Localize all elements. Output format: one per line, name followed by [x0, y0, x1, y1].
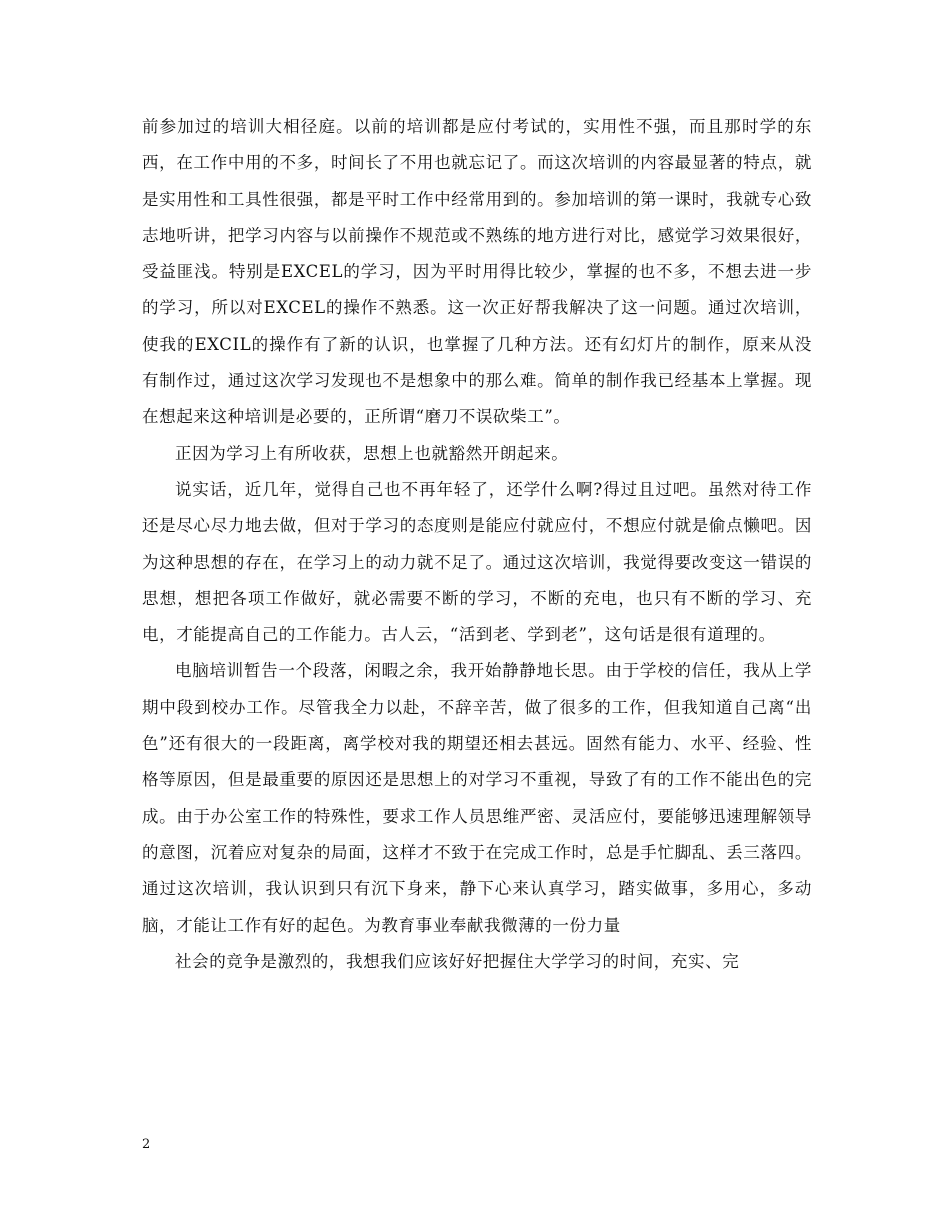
paragraph: 社会的竞争是激烈的，我想我们应该好好把握住大学学习的时间，充实、完	[175, 951, 740, 971]
paragraph: 正因为学习上有所收获，思想上也就豁然开朗起来。	[175, 443, 569, 463]
paragraph: 电脑培训暂告一个段落，闲暇之余，我开始静静地长思。由于学校的信任，我从上学期中段到校办工作。尽管我全力以赴，不辞辛苦，做了很多的工作，但我知道自己离“出色”还有很大的一段距离，离学校对我的期望还相去甚远。固然有能力、水平、经验、性格等原因，但是最重要的原因还是思想上的对学习不重视，导致了有的工作不能出色的完成。由于办公室工作的特殊性，要求工作人员思维严密、灵活应付，要能够迅速理解领导的意图，沉着应对复杂的局面，这样才不致于在完成工作时，总是手忙脚乱、丢三落四。通过这次培训，我认识到只有沉下身来，静下心来认真学习，踏实做事，多用心，多动脑，才能让工作有好的起色。为教育事业奉献我微薄的一份力量	[142, 661, 812, 935]
paragraph: 说实话，近几年，觉得自己也不再年轻了，还学什么啊?得过且过吧。虽然对待工作还是尽心尽力地去做，但对于学习的态度则是能应付就应付，不想应付就是偷点懒吧。因为这种思想的存在，在学习上的动力就不足了。通过这次培训，我觉得要改变这一错误的思想，想把各项工作做好，就必需要不断的学习，不断的充电，也只有不断的学习、充电，才能提高自己的工作能力。古人云，“活到老、学到老”，这句话是很有道理的。	[142, 479, 812, 645]
document-body	[142, 109, 812, 980]
page-number: 2	[142, 1137, 151, 1152]
paragraph-continuation: 前参加过的培训大相径庭。以前的培训都是应付考试的，实用性不强，而且那时学的东西，在工作中用的不多，时间长了不用也就忘记了。而这次培训的内容最显著的特点，就是实用性和工具性很强，都是平时工作中经常用到的。参加培训的第一课时，我就专心致志地听讲，把学习内容与以前操作不规范或不熟练的地方进行对比，感觉学习效果很好，受益匪浅。特别是EXCEL的学习，因为平时用得比较少，掌握的也不多，不想去进一步的学习，所以对EXCEL的操作不熟悉。这一次正好帮我解决了这一问题。通过次培训，使我的EXCIL的操作有了新的认识，也掌握了几种方法。还有幻灯片的制作，原来从没有制作过，通过这次学习发现也不是想象中的那么难。简单的制作我已经基本上掌握。现在想起来这种培训是必要的，正所谓“磨刀不误砍柴工”。	[142, 117, 812, 427]
